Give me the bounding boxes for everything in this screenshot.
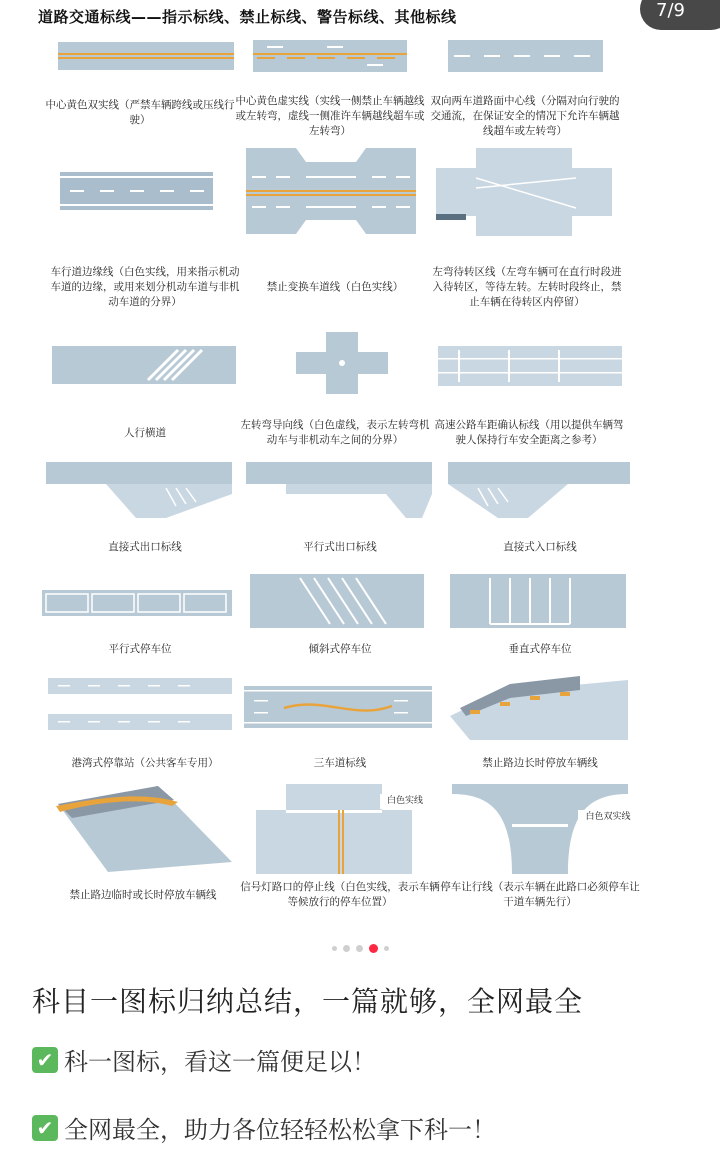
check-icon: ✔ [32, 1115, 58, 1141]
sheet-title: 道路交通标线——指示标线、禁止标线、警告标线、其他标线 [38, 8, 457, 26]
label-white-solid: 白色实线 [380, 794, 430, 809]
caption: 直接式入口标线 [503, 541, 577, 553]
check-icon: ✔ [32, 1047, 58, 1073]
caption: 人行横道 [124, 427, 166, 439]
carousel-dot[interactable] [356, 945, 363, 952]
caption: 垂直式停车位 [508, 643, 572, 655]
carousel-dots [0, 942, 720, 954]
road-diagram-stop-line [256, 784, 423, 874]
post-line [32, 1042, 376, 1077]
road-diagram-parallel-parking [42, 590, 232, 616]
road-diagram-bus-bay [48, 674, 232, 738]
caption: 高速公路车距确认标线（用以提供车辆驾驶人保持行车安全距离之参考） [434, 419, 624, 446]
caption: 平行式出口标线 [303, 541, 377, 553]
carousel-dot[interactable] [343, 945, 350, 952]
caption: 信号灯路口的停止线（白色实线，表示车辆等候放行的停车位置） [240, 881, 440, 908]
carousel-dot[interactable] [332, 946, 337, 951]
caption: 三车道标线 [313, 757, 367, 769]
road-diagram-yield-line [452, 784, 631, 874]
road-diagram-left-turn-waiting-area [436, 148, 612, 236]
caption: 中心黄色虚实线（实线一侧禁止车辆越线或左转弯，虚线一侧准许车辆越线超车或左转弯） [235, 95, 425, 137]
carousel-dot[interactable] [384, 946, 389, 951]
caption: 左弯待转区线（左弯车辆可在直行时段进入待转区，等待左转。左转时段终止，禁止车辆在待转区内停留） [432, 266, 622, 308]
road-diagram-direct-exit [46, 462, 232, 518]
post-title: 科目一图标归纳总结，一篇就够，全网最全 [32, 985, 584, 1018]
caption: 中心黄色双实线（严禁车辆跨线或压线行驶） [45, 99, 235, 126]
road-diagram-angled-parking [250, 574, 424, 628]
road-diagram-parallel-exit [246, 462, 432, 518]
caption: 双向两车道路面中心线（分隔对向行驶的交通流，在保证安全的情况下允许车辆越线超车或左转弯） [430, 95, 620, 137]
road-diagram-distance-confirm [438, 346, 622, 386]
road-diagram-center-yellow-double [58, 40, 234, 72]
post-line-text: 科一图标，看这一篇便足以！ [64, 1048, 376, 1076]
post-line [32, 1110, 496, 1145]
caption: 左转弯导向线（白色虚线，表示左转弯机动车与非机动车之间的分界） [240, 419, 430, 446]
road-diagram-three-lane [244, 686, 432, 728]
road-diagram-crosswalk [52, 346, 236, 384]
post-line-text: 全网最全，助力各位轻轻松松拿下科一！ [64, 1116, 496, 1144]
caption: 港湾式停靠站（公共客车专用） [71, 757, 219, 769]
road-diagram-no-lane-change [246, 148, 416, 234]
road-diagram-edge-line [60, 172, 213, 210]
road-diagram-center-yellow-dashed-solid [253, 40, 407, 72]
road-diagram-no-long-parking [450, 670, 628, 740]
carousel-dot-active[interactable] [369, 944, 378, 953]
caption: 平行式停车位 [108, 643, 172, 655]
road-diagram-perpendicular-parking [450, 574, 626, 628]
caption: 倾斜式停车位 [308, 643, 372, 655]
caption: 停车让行线（表示车辆在此路口必须停车让干道车辆先行） [440, 881, 640, 908]
road-diagram-no-temporary-parking [48, 782, 232, 872]
caption: 直接式出口标线 [108, 541, 182, 553]
road-diagram-left-turn-guide [296, 332, 388, 394]
caption: 车行道边缘线（白色实线，用来指示机动车道的边缘，或用来划分机动车道与非机动车道的分界） [50, 266, 240, 308]
road-diagram-two-lane-center [448, 40, 603, 72]
caption: 禁止变换车道线（白色实线） [266, 281, 404, 293]
page-indicator: 7/9 [640, 0, 720, 30]
label-white-double-solid: 白色双实线 [578, 810, 638, 825]
road-diagram-direct-entry [448, 462, 630, 518]
caption: 禁止路边临时或长时停放车辆线 [69, 889, 217, 901]
caption: 禁止路边长时停放车辆线 [482, 757, 598, 769]
